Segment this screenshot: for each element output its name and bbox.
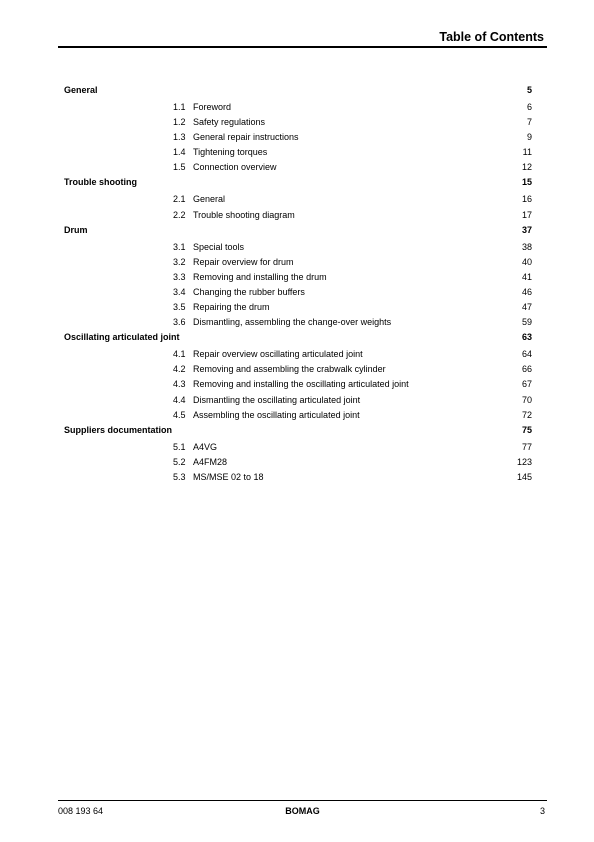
chapter-page-number: 15 [521,177,532,188]
toc-section [64,223,532,331]
entry-title: Repairing the drum [193,302,270,313]
entry-number: 5.2 [173,456,186,467]
entry-page-number: 17 [521,209,532,220]
toc-subsection-list [64,438,532,485]
page-title: Table of Contents [439,30,544,44]
entry-title: Safety regulations [193,117,266,128]
entry-number: 4.3 [173,379,186,390]
entry-page-number: 16 [521,194,532,205]
entry-page-number: 59 [521,317,532,328]
toc-entry-row[interactable] [64,145,532,160]
chapter-title: Trouble shooting [64,177,137,188]
entry-title: Tightening torques [193,147,268,158]
toc-entry-row[interactable] [64,192,532,207]
toc-entry-row[interactable] [64,470,532,485]
toc-entry-row[interactable] [64,455,532,470]
entry-number: 1.4 [173,147,186,158]
entry-number: 1.3 [173,132,186,143]
entry-number: 1.5 [173,162,186,173]
chapter-page-number: 5 [526,85,532,95]
entry-number: 2.1 [173,194,186,205]
entry-number: 3.3 [173,271,186,282]
toc-subsection-list [64,190,532,222]
entry-title: Connection overview [193,162,277,173]
footer [58,806,547,820]
toc-entry-row[interactable] [64,285,532,300]
entry-number: 4.5 [173,409,186,420]
entry-title: Special tools [193,241,245,252]
toc-chapter-row[interactable] [64,83,532,98]
entry-title: Repair overview oscillating articulated joint [193,349,363,360]
toc-subsection-list [64,345,532,422]
entry-number: 3.4 [173,286,186,297]
toc-entry-row[interactable] [64,115,532,130]
chapter-title: Oscillating articulated joint [64,332,180,343]
toc-entry-row[interactable] [64,130,532,145]
toc-section [64,175,532,222]
chapter-page-number: 37 [521,224,532,235]
chapter-title: Drum [64,224,88,235]
toc-entry-row[interactable] [64,255,532,270]
entry-page-number: 46 [521,286,532,297]
toc-entry-row[interactable] [64,347,532,362]
entry-title: Removing and assembling the crabwalk cylinder [193,364,386,375]
toc-entry-row[interactable] [64,377,532,392]
page-number: 3 [539,806,545,816]
toc-entry-row[interactable] [64,315,532,330]
table-of-contents [64,83,532,485]
toc-entry-row[interactable] [64,300,532,315]
toc-section [64,330,532,422]
entry-page-number: 70 [521,394,532,405]
toc-section [64,83,532,175]
entry-number: 3.6 [173,317,186,328]
toc-entry-row[interactable] [64,362,532,377]
entry-number: 1.2 [173,117,186,128]
toc-entry-row[interactable] [64,270,532,285]
document-number: 008 193 64 [58,806,104,816]
chapter-title: General [64,85,98,95]
entry-title: General repair instructions [193,132,299,143]
entry-page-number: 66 [521,364,532,375]
entry-title: Repair overview for drum [193,256,294,267]
chapter-title: Suppliers documentation [64,424,173,435]
toc-entry-row[interactable] [64,393,532,408]
entry-page-number: 12 [521,162,532,173]
header-rule [58,46,547,48]
toc-chapter-row[interactable] [64,175,532,190]
entry-number: 5.1 [173,441,186,452]
entry-title: Assembling the oscillating articulated joint [193,409,360,420]
entry-page-number: 64 [521,349,532,360]
toc-chapter-row[interactable] [64,423,532,438]
toc-entry-row[interactable] [64,208,532,223]
chapter-page-number: 75 [521,424,532,435]
entry-page-number: 72 [521,409,532,420]
toc-entry-row[interactable] [64,100,532,115]
entry-number: 3.2 [173,256,186,267]
entry-page-number: 7 [526,117,532,128]
entry-page-number: 77 [521,441,532,452]
entry-title: MS/MSE 02 to 18 [193,471,264,482]
toc-entry-row[interactable] [64,240,532,255]
entry-page-number: 11 [522,147,532,158]
entry-number: 3.5 [173,302,186,313]
entry-number: 4.1 [173,349,186,360]
entry-number: 4.4 [173,394,186,405]
entry-title: General [193,194,226,205]
entry-number: 4.2 [173,364,186,375]
brand-name: BOMAG [285,806,320,816]
entry-title: Trouble shooting diagram [193,209,295,220]
entry-number: 1.1 [173,102,186,112]
entry-title: Removing and installing the drum [193,271,327,282]
toc-entry-row[interactable] [64,440,532,455]
entry-title: Foreword [193,102,232,112]
toc-section [64,423,532,485]
entry-page-number: 38 [521,241,532,252]
toc-chapter-row[interactable] [64,330,532,345]
toc-subsection-list [64,238,532,331]
footer-rule [58,800,547,801]
entry-number: 2.2 [173,209,186,220]
entry-page-number: 145 [516,471,532,482]
entry-title: Changing the rubber buffers [193,286,305,297]
toc-entry-row[interactable] [64,160,532,175]
chapter-page-number: 63 [521,332,532,343]
toc-subsection-list [64,98,532,175]
entry-page-number: 123 [516,456,532,467]
entry-page-number: 41 [521,271,532,282]
entry-page-number: 9 [526,132,532,143]
entry-title: Dismantling the oscillating articulated joint [193,394,361,405]
entry-page-number: 47 [521,302,532,313]
toc-entry-row[interactable] [64,408,532,423]
entry-title: Removing and installing the oscillating articulated joint [193,379,409,390]
entry-page-number: 40 [521,256,532,267]
entry-page-number: 67 [521,379,532,390]
entry-number: 5.3 [173,471,186,482]
entry-number: 3.1 [173,241,186,252]
entry-title: Dismantling, assembling the change-over weights [193,317,392,328]
entry-title: A4FM28 [193,456,228,467]
entry-page-number: 6 [526,102,532,112]
entry-title: A4VG [193,441,218,452]
toc-chapter-row[interactable] [64,223,532,238]
